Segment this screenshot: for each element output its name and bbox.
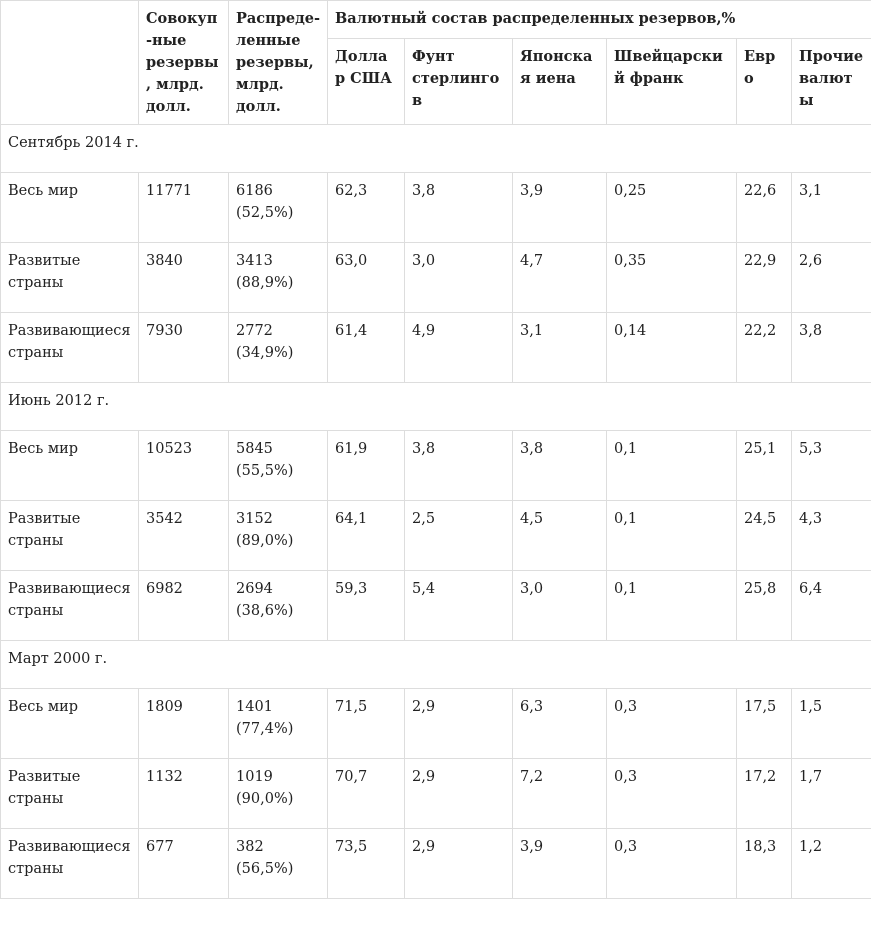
total-reserves-cell: 1132 xyxy=(139,759,229,829)
allocated-value: 382 xyxy=(236,839,264,855)
header-currency-composition: Валютный состав распределенных резервов,% xyxy=(328,1,871,39)
section-row xyxy=(1,125,871,173)
usd-share-cell: 73,5 xyxy=(328,829,405,899)
table-row xyxy=(1,689,871,759)
region-cell: Весь мир xyxy=(1,431,139,501)
total-reserves-cell: 10523 xyxy=(139,431,229,501)
chf-share-cell: 0,1 xyxy=(607,501,737,571)
allocated-share: (77,4%) xyxy=(236,721,294,737)
eur-share-cell: 22,9 xyxy=(737,243,792,313)
allocated-reserves-cell xyxy=(229,759,328,829)
allocated-value: 2772 xyxy=(236,323,273,339)
allocated-reserves-cell xyxy=(229,829,328,899)
allocated-value: 2694 xyxy=(236,581,273,597)
total-reserves-cell: 3542 xyxy=(139,501,229,571)
eur-share-cell: 22,6 xyxy=(737,173,792,243)
eur-share-cell: 22,2 xyxy=(737,313,792,383)
table-row xyxy=(1,571,871,641)
usd-share-cell: 62,3 xyxy=(328,173,405,243)
allocated-share: (56,5%) xyxy=(236,861,294,877)
usd-share-cell: 59,3 xyxy=(328,571,405,641)
jpy-share-cell: 3,1 xyxy=(513,313,607,383)
chf-share-cell: 0,1 xyxy=(607,431,737,501)
other-share-cell: 1,5 xyxy=(792,689,871,759)
chf-share-cell: 0,1 xyxy=(607,571,737,641)
jpy-share-cell: 4,5 xyxy=(513,501,607,571)
gbp-share-cell: 5,4 xyxy=(405,571,513,641)
total-reserves-cell: 1809 xyxy=(139,689,229,759)
eur-share-cell: 25,8 xyxy=(737,571,792,641)
allocated-reserves-cell xyxy=(229,243,328,313)
header-allocated-reserves: Распреде-ленные резервы, млрд. долл. xyxy=(229,1,328,125)
allocated-value: 3413 xyxy=(236,253,273,269)
region-cell: Весь мир xyxy=(1,173,139,243)
region-cell: Развитые страны xyxy=(1,243,139,313)
gbp-share-cell: 3,8 xyxy=(405,173,513,243)
allocated-reserves-cell xyxy=(229,313,328,383)
allocated-reserves-cell xyxy=(229,501,328,571)
section-title: Сентябрь 2014 г. xyxy=(1,125,871,173)
header-currency-chf: Швейцарский франк xyxy=(607,39,737,125)
jpy-share-cell: 4,7 xyxy=(513,243,607,313)
other-share-cell: 2,6 xyxy=(792,243,871,313)
usd-share-cell: 64,1 xyxy=(328,501,405,571)
allocated-value: 1019 xyxy=(236,769,273,785)
other-share-cell: 5,3 xyxy=(792,431,871,501)
gbp-share-cell: 2,9 xyxy=(405,829,513,899)
gbp-share-cell: 4,9 xyxy=(405,313,513,383)
gbp-share-cell: 2,5 xyxy=(405,501,513,571)
allocated-share: (38,6%) xyxy=(236,603,294,619)
usd-share-cell: 63,0 xyxy=(328,243,405,313)
eur-share-cell: 24,5 xyxy=(737,501,792,571)
gbp-share-cell: 2,9 xyxy=(405,759,513,829)
region-cell: Развивающиеся страны xyxy=(1,571,139,641)
other-share-cell: 1,2 xyxy=(792,829,871,899)
table-row xyxy=(1,313,871,383)
usd-share-cell: 70,7 xyxy=(328,759,405,829)
allocated-value: 1401 xyxy=(236,699,273,715)
total-reserves-cell: 11771 xyxy=(139,173,229,243)
total-reserves-cell: 7930 xyxy=(139,313,229,383)
usd-share-cell: 61,4 xyxy=(328,313,405,383)
header-empty-cell xyxy=(1,1,139,125)
jpy-share-cell: 3,8 xyxy=(513,431,607,501)
table-row xyxy=(1,431,871,501)
allocated-share: (55,5%) xyxy=(236,463,294,479)
total-reserves-cell: 3840 xyxy=(139,243,229,313)
chf-share-cell: 0,3 xyxy=(607,689,737,759)
header-currency-eur: Евро xyxy=(737,39,792,125)
region-cell: Развивающиеся страны xyxy=(1,829,139,899)
allocated-reserves-cell xyxy=(229,431,328,501)
section-row xyxy=(1,641,871,689)
jpy-share-cell: 3,9 xyxy=(513,829,607,899)
allocated-reserves-cell xyxy=(229,571,328,641)
jpy-share-cell: 7,2 xyxy=(513,759,607,829)
eur-share-cell: 25,1 xyxy=(737,431,792,501)
chf-share-cell: 0,35 xyxy=(607,243,737,313)
chf-share-cell: 0,3 xyxy=(607,759,737,829)
gbp-share-cell: 3,8 xyxy=(405,431,513,501)
total-reserves-cell: 6982 xyxy=(139,571,229,641)
allocated-value: 3152 xyxy=(236,511,273,527)
allocated-share: (88,9%) xyxy=(236,275,294,291)
table-row xyxy=(1,243,871,313)
gbp-share-cell: 2,9 xyxy=(405,689,513,759)
eur-share-cell: 18,3 xyxy=(737,829,792,899)
header-currency-gbp: Фунт стерлингов xyxy=(405,39,513,125)
chf-share-cell: 0,25 xyxy=(607,173,737,243)
header-currency-other: Прочие валюты xyxy=(792,39,871,125)
table-row xyxy=(1,759,871,829)
jpy-share-cell: 3,0 xyxy=(513,571,607,641)
usd-share-cell: 61,9 xyxy=(328,431,405,501)
section-title: Июнь 2012 г. xyxy=(1,383,871,431)
allocated-reserves-cell xyxy=(229,689,328,759)
chf-share-cell: 0,14 xyxy=(607,313,737,383)
allocated-value: 5845 xyxy=(236,441,273,457)
other-share-cell: 3,1 xyxy=(792,173,871,243)
usd-share-cell: 71,5 xyxy=(328,689,405,759)
region-cell: Развитые страны xyxy=(1,501,139,571)
total-reserves-cell: 677 xyxy=(139,829,229,899)
table-body xyxy=(1,125,871,899)
jpy-share-cell: 3,9 xyxy=(513,173,607,243)
allocated-share: (52,5%) xyxy=(236,205,294,221)
jpy-share-cell: 6,3 xyxy=(513,689,607,759)
allocated-reserves-cell xyxy=(229,173,328,243)
section-title: Март 2000 г. xyxy=(1,641,871,689)
other-share-cell: 1,7 xyxy=(792,759,871,829)
allocated-share: (89,0%) xyxy=(236,533,294,549)
allocated-share: (34,9%) xyxy=(236,345,294,361)
other-share-cell: 3,8 xyxy=(792,313,871,383)
other-share-cell: 4,3 xyxy=(792,501,871,571)
eur-share-cell: 17,2 xyxy=(737,759,792,829)
eur-share-cell: 17,5 xyxy=(737,689,792,759)
other-share-cell: 6,4 xyxy=(792,571,871,641)
allocated-value: 6186 xyxy=(236,183,273,199)
header-total-reserves: Совокуп-ные резервы, млрд. долл. xyxy=(139,1,229,125)
section-row xyxy=(1,383,871,431)
table-row xyxy=(1,501,871,571)
region-cell: Развивающиеся страны xyxy=(1,313,139,383)
allocated-share: (90,0%) xyxy=(236,791,294,807)
region-cell: Весь мир xyxy=(1,689,139,759)
header-currency-jpy: Японская иена xyxy=(513,39,607,125)
table-row xyxy=(1,829,871,899)
chf-share-cell: 0,3 xyxy=(607,829,737,899)
header-currency-usd: Доллар США xyxy=(328,39,405,125)
region-cell: Развитые страны xyxy=(1,759,139,829)
gbp-share-cell: 3,0 xyxy=(405,243,513,313)
table-row xyxy=(1,173,871,243)
